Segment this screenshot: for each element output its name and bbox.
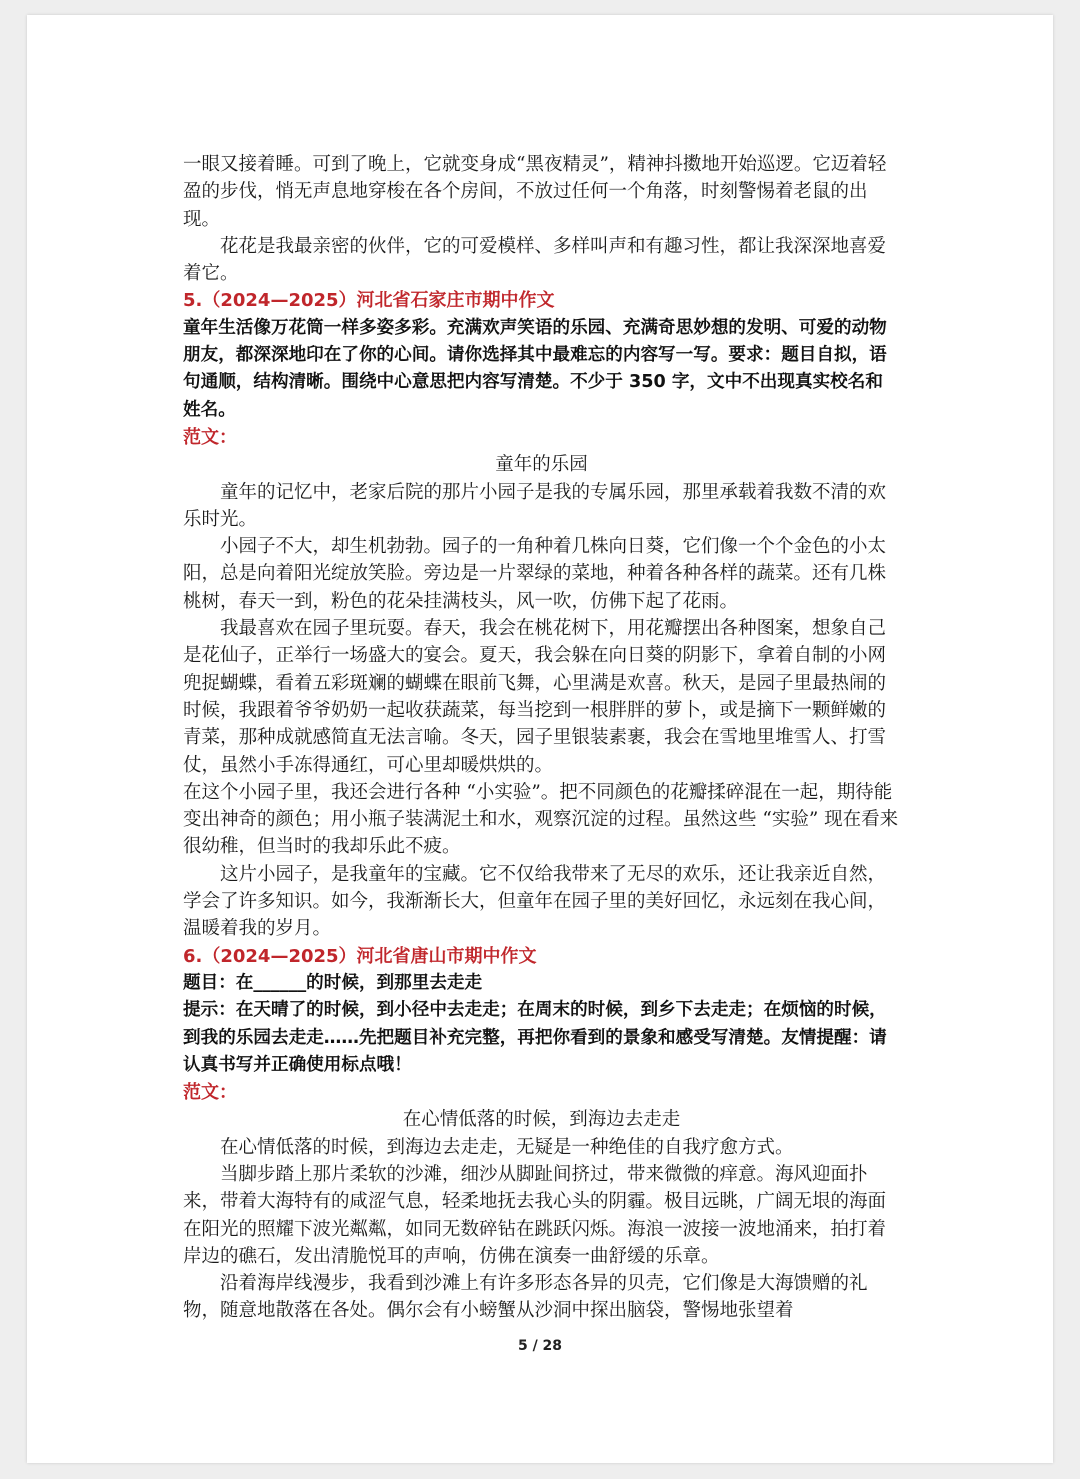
section-5-paragraph: 童年的记忆中，老家后院的那片小园子是我的专属乐园，那里承载着我数不清的欢乐时光。 [183, 481, 887, 530]
section-5-paragraph: 我最喜欢在园子里玩耍。春天，我会在桃花树下，用花瓣摆出各种图案，想象自己是花仙子，正举行一场盛大的宴会。夏天，我会躲在向日葵的阴影下，拿着自制的小网兜捉蝴蝶，看着五彩斑斓的蝴蝶在眼前飞舞，心里满是欢喜。秋天，是园子里最热闹的时候，我跟着爷爷奶奶一起收获蔬菜，每当挖到一根胖胖的萝卜，或是摘下一颗鲜嫩的青菜，那种成就感简直无法言喻。冬天，园子里银装素裹，我会在雪地里堆雪人、打雪仗，虽然小手冻得通红，可心里却暖烘烘的。 [183, 618, 887, 776]
section-5-essay-title: 童年的乐园 [495, 454, 588, 476]
section-5-paragraph: 这片小园子，是我童年的宝藏。它不仅给我带来了无尽的欢乐，还让我亲近自然，学会了许多知识。如今，我渐渐长大，但童年在园子里的美好回忆，永远刻在我心间，温暖着我的岁月。 [183, 863, 887, 940]
section-6-topic: 题目：在______的时候，到那里去走走 [183, 972, 483, 993]
section-6-hint: 提示：在天晴了的时候，到小径中去走走；在周末的时候，到乡下去走走；在烦恼的时候，到我的乐园去走走……先把题目补充完整，再把你看到的景象和感受写清楚。友情提醒：请认真书写并正确使用标点哦！ [183, 1000, 887, 1075]
section-5-sample-label: 范文： [183, 426, 237, 448]
section-5-prompt: 童年生活像万花筒一样多姿多彩。充满欢声笑语的乐园、充满奇思妙想的发明、可爱的动物朋友，都深深地印在了你的心间。请你选择其中最难忘的内容写一写。要求：题目自拟，语句通顺，结构清晰。围绕中心意思把内容写清楚。不少于 350 字，文中不出现真实校名和姓名。 [183, 317, 887, 420]
intro-paragraph: 花花是我最亲密的伙伴，它的可爱模样、多样叫声和有趣习性，都让我深深地喜爱着它。 [183, 235, 887, 285]
document-page [27, 15, 1053, 1463]
page-number: 5 / 28 [517, 1338, 563, 1354]
section-6-paragraph: 在心情低落的时候，到海边去走走，无疑是一种绝佳的自我疗愈方式。 [220, 1136, 794, 1158]
section-6-paragraph: 当脚步踏上那片柔软的沙滩，细沙从脚趾间挤过，带来微微的痒意。海风迎面扑来，带着大海特有的咸涩气息，轻柔地抚去我心头的阴霾。极目远眺，广阔无垠的海面在阳光的照耀下波光粼粼，如同无数碎钻在跳跃闪烁。海浪一波接一波地涌来，拍打着岸边的礁石，发出清脆悦耳的声响，仿佛在演奏一曲舒缓的乐章。 [183, 1163, 887, 1267]
section-5-paragraph: 在这个小园子里，我还会进行各种 “小实验”。把不同颜色的花瓣揉碎混在一起，期待能变出神奇的颜色；用小瓶子装满泥土和水，观察沉淀的过程。虽然这些 “实验” 现在看来很幼稚，但当时的我却乐此不疲。 [183, 781, 899, 858]
section-6-title: 6.（2024—2025）河北省唐山市期中作文 [183, 945, 537, 967]
section-6-sample-label: 范文： [183, 1082, 237, 1104]
section-5-title: 5.（2024—2025）河北省石家庄市期中作文 [183, 290, 555, 312]
page-content [183, 151, 900, 1325]
intro-paragraph: 一眼又接着睡。可到了晚上，它就变身成“黑夜精灵”，精神抖擞地开始巡逻。它迈着轻盈的步伐，悄无声息地穿梭在各个房间，不放过任何一个角落，时刻警惕着老鼠的出现。 [183, 154, 887, 230]
section-6-essay-title: 在心情低落的时候，到海边去走走 [402, 1109, 681, 1131]
section-5-paragraph: 小园子不大，却生机勃勃。园子的一角种着几株向日葵，它们像一个个金色的小太阳，总是向着阳光绽放笑脸。旁边是一片翠绿的菜地，种着各种各样的蔬菜。还有几株桃树，春天一到，粉色的花朵挂满枝头，风一吹，仿佛下起了花雨。 [183, 536, 887, 612]
section-6-paragraph: 沿着海岸线漫步，我看到沙滩上有许多形态各异的贝壳，它们像是大海馈赠的礼物，随意地散落在各处。偶尔会有小螃蟹从沙洞中探出脑袋，警惕地张望着 [183, 1273, 868, 1322]
